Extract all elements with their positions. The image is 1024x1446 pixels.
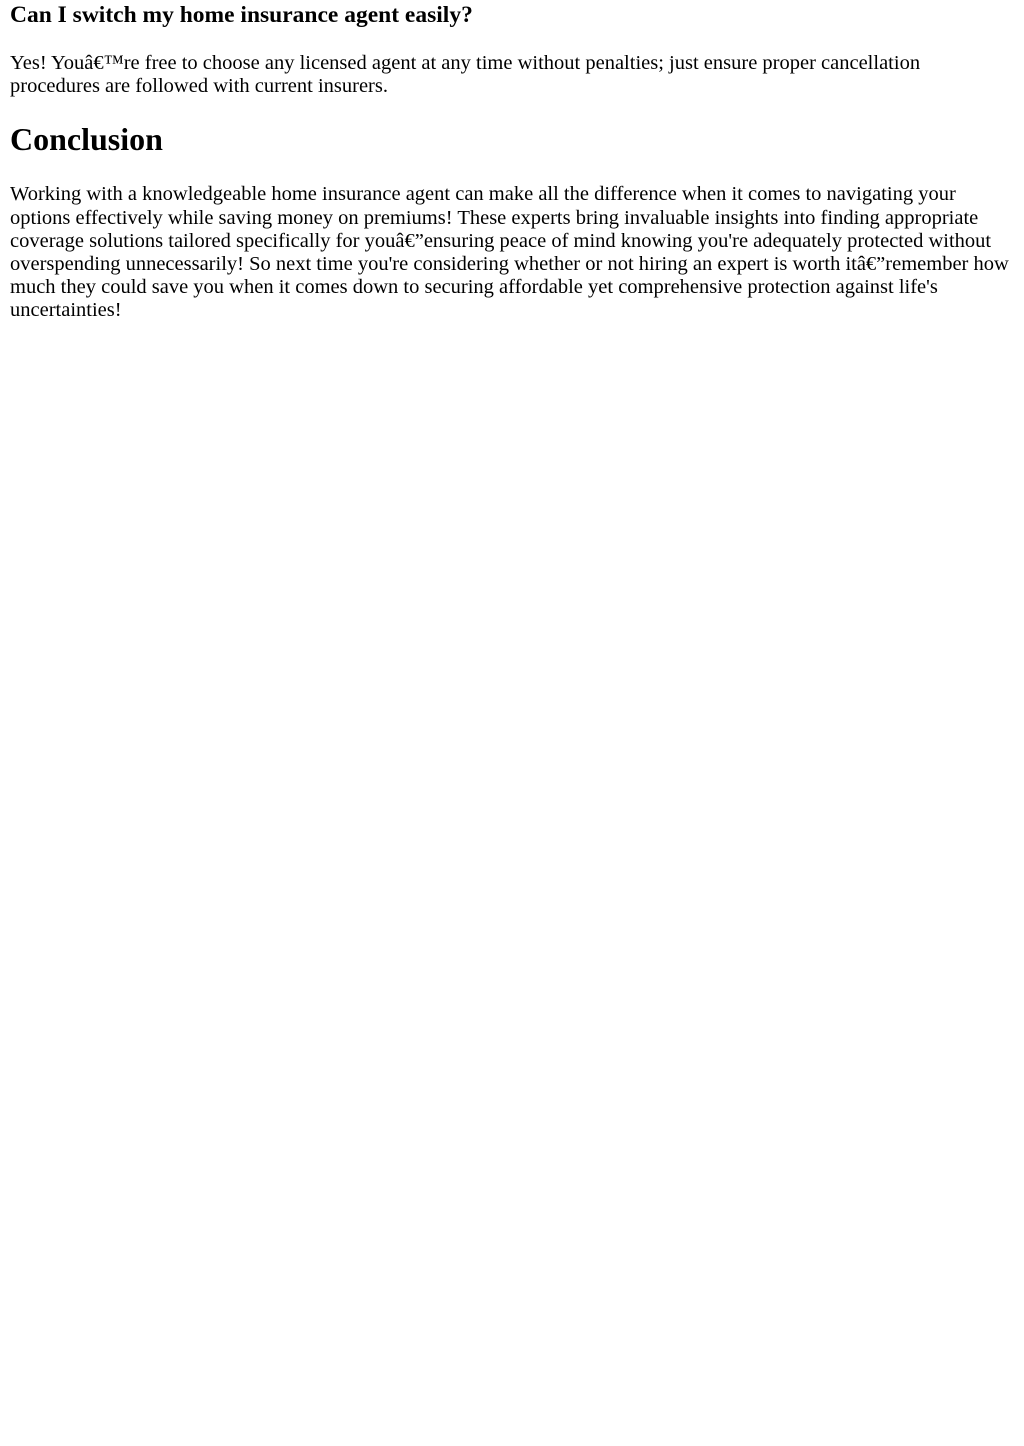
faq-question-heading: Can I switch my home insurance agent easily? — [10, 2, 473, 28]
conclusion-heading: Conclusion — [10, 121, 163, 158]
article-page — [0, 0, 1024, 323]
conclusion-paragraph: Working with a knowledgeable home insurance agent can make all the difference when it comes to navigating your options effectively while saving money on premiums! These experts bring invaluable insights into finding appropriate coverage solutions tailored specifically for youâ€”ensuring peace of mind knowing you're adequately protected without overspending unnecessarily! So next time you're considering whether or not hiring an expert is worth itâ€”remember how much they could save you when it comes down to securing affordable yet comprehensive protection against life's uncertainties! — [10, 183, 1009, 322]
faq-answer-text: Yes! Youâ€™re free to choose any licensed agent at any time without penalties; just ensure proper cancellation procedures are followed with current insurers. — [10, 52, 921, 98]
